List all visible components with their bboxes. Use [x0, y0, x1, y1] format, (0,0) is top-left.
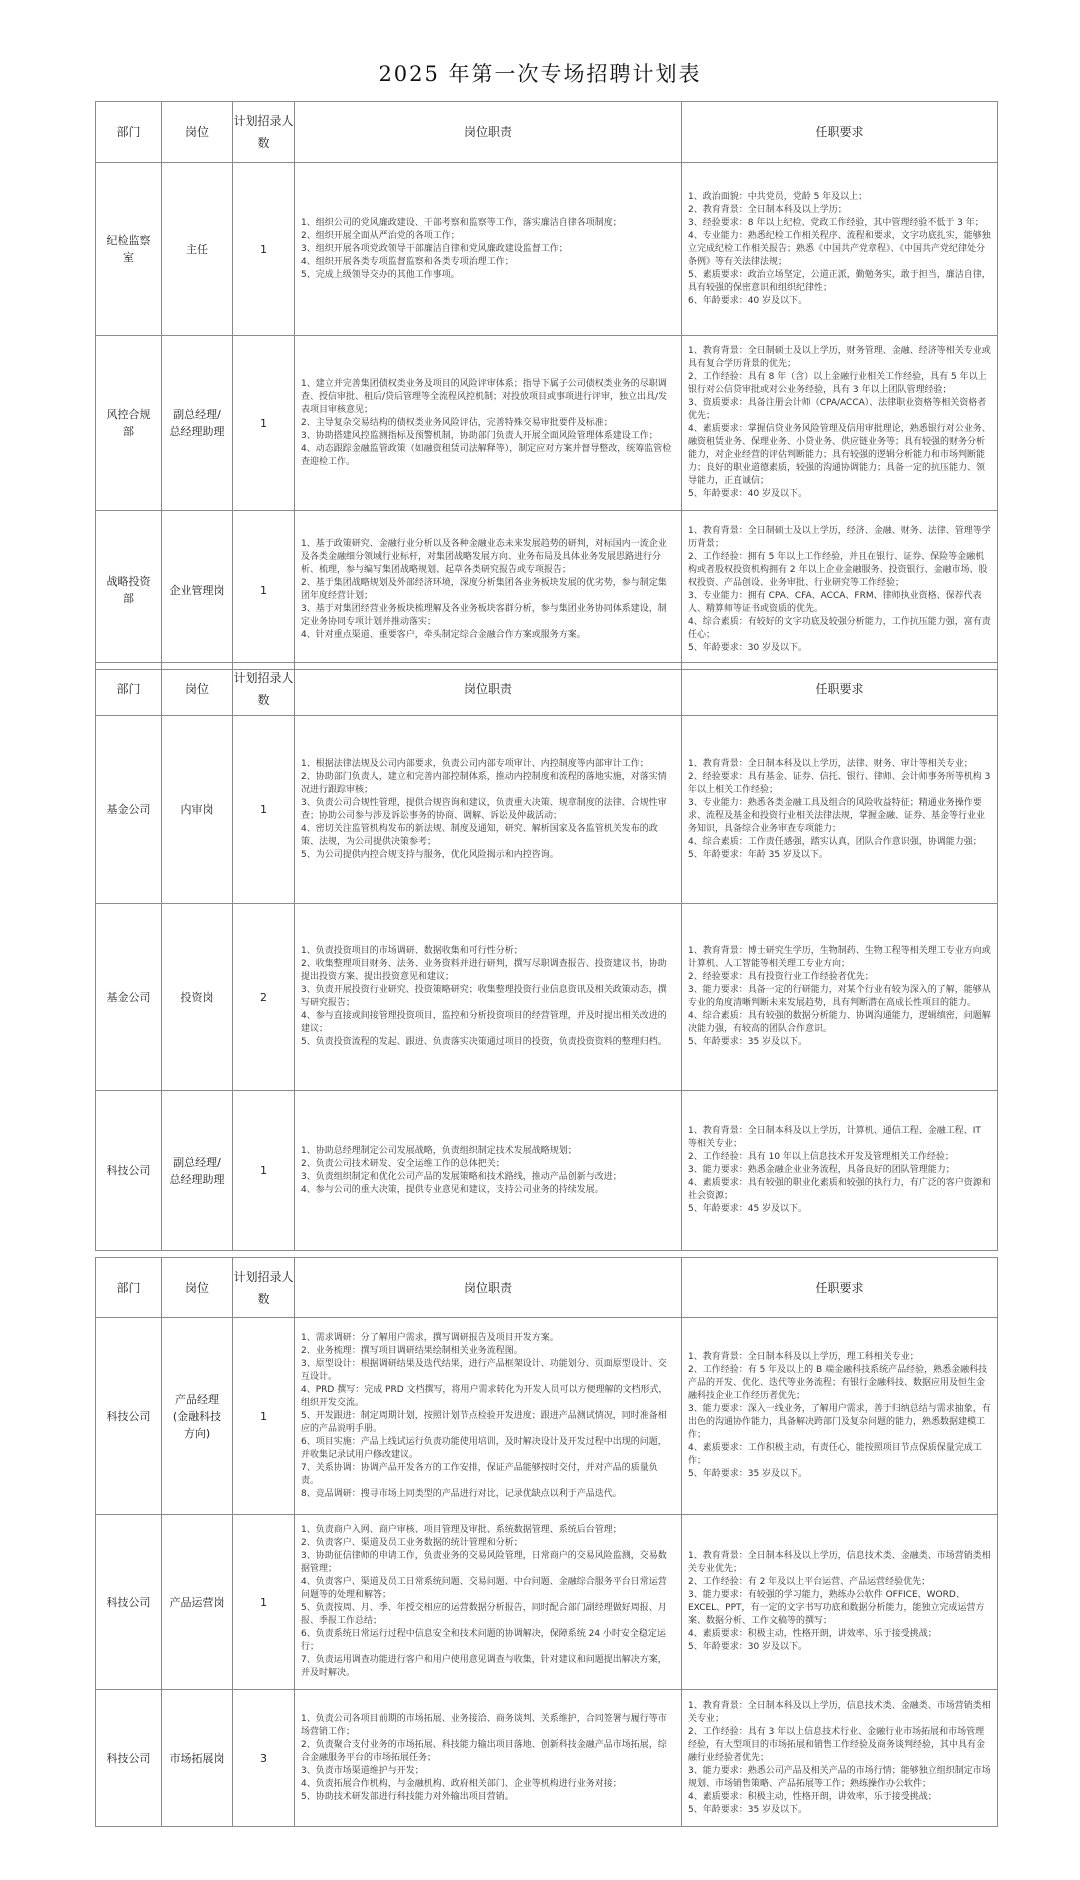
req-line: 2、工作经验：有 2 年及以上平台运营、产品运营经验优先；: [688, 1577, 931, 1587]
req-line: 1、教育背景：全日制本科及以上学历，理工科相关专业；: [688, 1352, 919, 1362]
duty-line: 2、业务梳理：撰写项目调研结果绘制相关业务流程图。: [301, 1345, 523, 1356]
req-line: 4、综合素质：工作责任感强，踏实认真，团队合作意识强，协调能力强；: [688, 836, 982, 847]
duty-line: 2、负责聚合支付业务的市场拓展、科技能力输出项目落地、创新科技金融产品市场拓展，综合金融服务平台的市场拓展任务；: [301, 1739, 667, 1763]
req-line: 4、素质要求：掌握信贷业务风险管理及信用审批理论，熟悉银行对公业务、融资租赁业务、保理业务、小贷业务、供应链业务等；具有较强的财务分析能力，对企业经营的评估判断能力；具有较强的逻辑分析能力和市场判断能力；良好的职业道德素质，较强的沟通协调能力；具备一定的抗压能力、领导能力，正直诚信；: [688, 424, 991, 486]
table-row: [96, 163, 998, 336]
dept-cell: 科技公司: [96, 1091, 162, 1251]
dept-cell: 基金公司: [96, 904, 162, 1091]
position-cell: 副总经理/总经理助理: [162, 1091, 233, 1251]
dept-cell: 基金公司: [96, 716, 162, 904]
duties-cell: [295, 1690, 682, 1827]
duty-line: 3、负责组织制定和优化公司产品的发展策略和技术路线，推动产品创新与改进；: [301, 1171, 622, 1182]
req-line: 5、素质要求：政治立场坚定，公道正派，勤勉务实，敢于担当，廉洁自律，具有较强的保密意识和组织纪律性；: [688, 269, 991, 293]
header-duties: 岗位职责: [295, 663, 682, 716]
duty-line: 5、开发跟进：制定周期计划，按照计划节点检验开发进度；跟进产品测试情况，同时准备相应的产品说明手册。: [301, 1410, 667, 1434]
recruitment-table-3: [95, 1257, 998, 1827]
req-line: 4、专业能力：熟悉纪检工作相关程序、流程和要求，文字功底扎实，能够独立完成纪检工作相关报告；熟悉《中国共产党章程》、《中国共产党纪律处分条例》等有关法律法规；: [688, 230, 991, 267]
requirements-cell: [682, 511, 998, 670]
page-title: 2025 年第一次专场招聘计划表: [378, 62, 702, 86]
duties-cell: [295, 1515, 682, 1690]
req-line: 1、教育背景：全日制硕士及以上学历，财务管理、金融、经济等相关专业或具有复合学历背景的优先；: [688, 346, 991, 369]
req-line: 3、能力要求：具备一定的行研能力，对某个行业有较为深入的了解，能够从专业的角度清晰判断未来发展趋势，具有判断潜在高成长性项目的能力。: [688, 985, 991, 1008]
duty-line: 5、协助技术研发部进行科技能力对外输出项目营销。: [301, 1791, 514, 1802]
dept-cell: 纪检监察室: [96, 163, 162, 336]
duty-line: 3、负责公司合规性管理，提供合规咨询和建议，负责重大决策、规章制度的法律、合规性审查；协助公司参与涉及诉讼事务的协商、调解、诉讼及仲裁活动；: [301, 797, 667, 821]
duties-cell: [295, 163, 682, 336]
position-cell: 副总经理/总经理助理: [162, 336, 233, 511]
req-line: 5、年龄要求：40 岁及以下。: [688, 489, 808, 499]
dept-cell: 科技公司: [96, 1318, 162, 1515]
header-position: 岗位: [162, 1258, 233, 1318]
duty-line: 2、收集整理项目财务、法务、业务资料并进行研判，撰写尽职调查报告、投资建议书，协助提出投资方案、提出投资意见和建议；: [301, 959, 667, 982]
duty-line: 1、建立并完善集团债权类业务及项目的风险评审体系；指导下属子公司债权类业务的尽职调查、授信审批、租后/贷后管理等全流程风控机制；对投放项目或事项进行评审，独立出具/发表项目审核意见；: [301, 378, 668, 415]
req-line: 2、工作经验：具有 3 年以上信息技术行业、金融行业市场拓展和市场管理经验，有大型项目的市场拓展和销售工作经验及商务谈判经验，其中具有金融行业经验者优先；: [688, 1726, 986, 1763]
duty-line: 2、协助部门负责人，建立和完善内部控制体系，推动内控制度和流程的落地实施，对落实情况进行跟踪审核；: [301, 771, 667, 795]
duty-line: 1、协助总经理制定公司发展战略，负责组织制定技术发展战略规划；: [301, 1145, 577, 1156]
table-row: [96, 511, 998, 670]
header-requirements: 任职要求: [682, 663, 998, 716]
table-row: [96, 336, 998, 511]
header-department: 部门: [96, 102, 162, 163]
req-line: 3、能力要求：有较强的学习能力，熟练办公软件 OFFICE、WORD、EXCEL、PPT，有一定的文字书写功底和数据分析能力，能独立完成运营方案、数据分析、工作文稿等的撰写；: [688, 1590, 985, 1626]
header-requirements: 任职要求: [682, 1258, 998, 1318]
requirements-cell: [682, 336, 998, 511]
position-cell: 产品运营岗: [162, 1515, 233, 1690]
duty-line: 2、组织开展全面从严治党的各项工作；: [301, 230, 460, 241]
headcount-cell: 1: [233, 163, 295, 336]
req-line: 1、教育背景：全日制本科及以上学历，计算机、通信工程、金融工程、IT 等相关专业；: [688, 1126, 981, 1149]
duties-cell: [295, 904, 682, 1091]
req-line: 4、素质要求：积极主动，性格开朗，讲效率、乐于接受挑战；: [688, 1629, 937, 1639]
duty-line: 7、负责运用调查功能进行客户和用户使用意见调查与收集，针对建议和问题提出解决方案，并及时解决。: [301, 1655, 667, 1678]
duty-line: 4、针对重点渠道、重要客户，牵头制定综合金融合作方案或服务方案。: [301, 630, 586, 640]
duty-line: 4、负责客户、渠道及员工日常系统问题、交易问题、中台问题、金融综合服务平台日常运营问题等的处理和解答；: [301, 1577, 667, 1600]
requirements-cell: [682, 716, 998, 904]
headcount-cell: 1: [233, 511, 295, 670]
duty-line: 6、负责系统日常运行过程中信息安全和技术问题的协调解决，保障系统 24 小时安全稳定运行；: [301, 1629, 666, 1652]
req-line: 2、工作经验：具有 10 年以上信息技术开发及管理相关工作经验；: [688, 1152, 954, 1162]
duty-line: 2、负责客户、渠道及员工业务数据的统计管理和分析；: [301, 1538, 523, 1548]
recruitment-table-1: [95, 101, 998, 670]
requirements-cell: [682, 163, 998, 336]
duty-line: 3、协助征信律师的申请工作，负责业务的交易风险管理，日常商户的交易风险监测，交易数据管理；: [301, 1551, 667, 1574]
req-line: 5、年龄要求：35 岁及以下。: [688, 1037, 808, 1047]
duty-line: 4、参与公司的重大决策，提供专业意见和建议，支持公司业务的持续发展。: [301, 1184, 604, 1195]
position-cell: 投资岗: [162, 904, 233, 1091]
req-line: 4、素质要求：积极主动，性格开朗，讲效率，乐于接受挑战；: [688, 1791, 937, 1802]
req-line: 2、经验要求：具有投资行业工作经验者优先；: [688, 972, 874, 982]
duty-line: 1、基于政策研究、金融行业分析以及各种金融业态未来发展趋势的研判，对标国内一流企业及各类金融细分领域行业标杆，对集团战略发展方向、业务布局及具体业务发展思路进行分析、梳理，参与编写集团战略规划、起草各类研究报告或专项报告；: [301, 539, 667, 575]
duty-line: 2、主导复杂交易结构的债权类业务风险评估，完善特殊交易审批要件及标准；: [301, 417, 613, 428]
table-row: [96, 716, 998, 904]
req-line: 4、素质要求：具有较强的职业化素质和较强的执行力，有广泛的客户资源和社会资源；: [688, 1178, 991, 1201]
duty-line: 5、为公司提供内控合规支持与服务，优化风险揭示和内控咨询。: [301, 849, 559, 860]
header-duties: 岗位职责: [295, 1258, 682, 1318]
req-line: 2、工作经验：拥有 5 年以上工作经验，并且在银行、证券、保险等金融机构或者股权投资机构拥有 2 年以上企业金融服务、投资银行、金融市场、股权投资、产品创设、业务审批、行业研究等工作经验；: [688, 552, 988, 588]
duty-line: 1、根据法律法规及公司内部要求，负责公司内部专项审计、内控制度等内部审计工作；: [301, 758, 649, 769]
table-row: [96, 1091, 998, 1251]
headcount-cell: 3: [233, 1690, 295, 1827]
headcount-cell: 1: [233, 336, 295, 511]
duties-cell: [295, 716, 682, 904]
headcount-cell: 1: [233, 1515, 295, 1690]
req-line: 3、资质要求：具备注册会计师（CPA/ACCA）、法律职业资格等相关资格者优先；: [688, 398, 987, 421]
req-line: 1、政治面貌：中共党员，党龄 5 年及以上；: [688, 191, 868, 202]
req-line: 4、素质要求：工作积极主动，有责任心，能按照项目节点保质保量完成工作；: [688, 1443, 982, 1466]
req-line: 5、年龄要求：30 岁及以下。: [688, 643, 808, 653]
dept-cell: 战略投资部: [96, 511, 162, 670]
position-cell: 内审岗: [162, 716, 233, 904]
duty-line: 1、负责投资项目的市场调研、数据收集和可行性分析；: [301, 946, 523, 956]
header-headcount: 计划招录人数: [233, 1258, 295, 1318]
req-line: 6、年龄要求：40 岁及以下。: [688, 295, 808, 306]
headcount-cell: 1: [233, 716, 295, 904]
duty-line: 1、负责商户入网、商户审核、项目管理及审批、系统数据管理、系统后台管理；: [301, 1525, 622, 1535]
req-line: 2、教育背景：全日制本科及以上学历；: [688, 204, 847, 215]
req-line: 5、年龄要求：45 岁及以下。: [688, 1204, 808, 1214]
duty-line: 3、基于对集团经营业务板块梳理解及各业务板块客群分析，参与集团业务协同体系建设，制定业务协同专项计划并推动落实；: [301, 604, 667, 627]
duty-line: 3、负责开展投资行业研究、投资策略研究；收集整理投资行业信息资讯及相关政策动态，撰写研究报告；: [301, 985, 667, 1008]
header-headcount: 计划招录人数: [233, 102, 295, 163]
position-cell: 主任: [162, 163, 233, 336]
duty-line: 1、需求调研：分了解用户需求，撰写调研报告及项目开发方案。: [301, 1332, 559, 1343]
table-row: [96, 904, 998, 1091]
duty-line: 4、密切关注监管机构发布的新法规、制度及通知，研究、解析国家及各监管机关发布的政策、法规，为公司提供决策参考；: [301, 823, 658, 847]
duty-line: 4、PRD 撰写：完成 PRD 文档撰写，将用户需求转化为开发人员可以方便理解的文档形式，组织开发交流。: [301, 1384, 668, 1408]
requirements-cell: [682, 1091, 998, 1251]
duty-line: 3、原型设计：根据调研结果及迭代结果，进行产品框架设计、功能划分、页面原型设计、交互设计。: [301, 1358, 667, 1382]
req-line: 1、教育背景：全日制本科及以上学历，法律、财务、审计等相关专业；: [688, 758, 973, 769]
header-requirements: 任职要求: [682, 102, 998, 163]
req-line: 4、综合素质：有较好的文字功底及较强分析能力，工作抗压能力强，富有责任心；: [688, 617, 991, 640]
requirements-cell: [682, 1690, 998, 1827]
req-line: 5、年龄要求：30 岁及以下。: [688, 1642, 808, 1652]
duty-line: 4、负责拓展合作机构，与金融机构、政府相关部门、企业等机构进行业务对接；: [301, 1778, 622, 1789]
req-line: 1、教育背景：博士研究生学历，生物制药、生物工程等相关理工专业方向或计算机、人工智能等相关理工专业方向；: [688, 946, 991, 969]
table-row: [96, 1515, 998, 1690]
position-cell: 产品经理(金融科技方向): [162, 1318, 233, 1515]
table-row: [96, 1318, 998, 1515]
duties-cell: [295, 1318, 682, 1515]
duty-line: 2、基于集团战略规划及外部经济环境，深度分析集团各业务板块发展的优劣势，参与制定集团年度经营计划；: [301, 578, 667, 601]
duty-line: 8、竞品调研：搜寻市场上同类型的产品进行对比，记录优缺点以利于产品迭代。: [301, 1488, 622, 1499]
duty-line: 5、完成上级领导交办的其他工作事项。: [301, 269, 460, 280]
header-duties: 岗位职责: [295, 102, 682, 163]
req-line: 2、工作经验：具有 8 年（含）以上金融行业相关工作经验，具有 5 年以上银行对公信贷审批或对公业务经验，具有 3 年以上团队管理经验；: [688, 372, 987, 395]
header-position: 岗位: [162, 102, 233, 163]
req-line: 5、年龄要求：35 岁及以下。: [688, 1804, 808, 1815]
duty-line: 4、动态跟踪金融监管政策（如融资租赁司法解释等），制定应对方案并督导整改，统筹监管检查迎检工作。: [301, 443, 672, 467]
table-header-row: [96, 102, 998, 163]
duty-line: 5、负责投资流程的发起、跟进、负责落实决策通过项目的投资，负责投资资料的整理归档。: [301, 1037, 667, 1047]
duty-line: 3、组织开展各项党政领导干部廉洁自律和党风廉政建设监督工作；: [301, 243, 568, 254]
req-line: 3、专业能力：拥有 CPA、CFA、ACCA、FRM、律师执业资格、保荐代表人、精算师等证书或资质的优先。: [688, 591, 982, 614]
headcount-cell: 1: [233, 1091, 295, 1251]
header-department: 部门: [96, 1258, 162, 1318]
req-line: 5、年龄要求：年龄 35 岁及以下。: [688, 849, 828, 860]
duties-cell: [295, 511, 682, 670]
req-line: 3、能力要求：深入一线业务，了解用户需求，善于归纳总结与需求抽象，有出色的沟通协作能力，具备解决跨部门及复杂问题的能力，熟悉数据建模工作；: [688, 1404, 991, 1440]
duty-line: 1、组织公司的党风廉政建设、干部考察和监察等工作，落实廉洁自律各项制度；: [301, 217, 622, 228]
position-cell: 市场拓展岗: [162, 1690, 233, 1827]
req-line: 3、专业能力：熟悉各类金融工具及组合的风险收益特征；精通业务操作要求、流程及基金和投资行业相关法律法规，掌握金融、证券、基金等行业业务知识，具备综合业务审查专项能力；: [688, 797, 986, 834]
header-headcount: 计划招录人数: [233, 663, 295, 716]
dept-cell: 科技公司: [96, 1690, 162, 1827]
duty-line: 4、参与直接或间接管理投资项目，监控和分析投资项目的经营管理，并及时提出相关改进的建议；: [301, 1011, 667, 1034]
req-line: 1、教育背景：全日制本科及以上学历，信息技术类、金融类、市场营销类相关专业；: [688, 1700, 991, 1724]
requirements-cell: [682, 904, 998, 1091]
duty-line: 2、负责公司技术研发、安全运维工作的总体把关；: [301, 1158, 505, 1169]
duty-line: 4、组织开展各类专项监督监察和各类专项治理工作；: [301, 256, 514, 267]
requirements-cell: [682, 1515, 998, 1690]
recruitment-table-2: [95, 662, 998, 1251]
req-line: 2、工作经验：有 5 年及以上的 B 端金融科技系统产品经验，熟悉金融科技产品的开发、优化、迭代等业务流程；有银行金融科技、数据应用及恒生金融科技企业工作经历者优先；: [688, 1365, 988, 1401]
dept-cell: 科技公司: [96, 1515, 162, 1690]
req-line: 2、经验要求：具有基金、证券、信托、银行、律师、会计师事务所等机构 3 年以上相关工作经验；: [688, 771, 991, 795]
table-header-row: [96, 663, 998, 716]
position-cell: 企业管理岗: [162, 511, 233, 670]
duty-line: 1、负责公司各项目前期的市场拓展、业务接洽、商务谈判、关系维护，合同签署与履行等市场营销工作；: [301, 1713, 667, 1737]
duty-line: 3、协助搭建风控监测指标及预警机制，协助部门负责人开展全面风险管理体系建设工作；: [301, 430, 658, 441]
duty-line: 3、负责市场渠道维护与开发；: [301, 1765, 424, 1776]
duty-line: 6、项目实施：产品上线试运行负责功能使用培训，及时解决设计及开发过程中出现的问题，并收集记录试用户修改建议。: [301, 1436, 667, 1460]
headcount-cell: 2: [233, 904, 295, 1091]
requirements-cell: [682, 1318, 998, 1515]
req-line: 3、能力要求：熟悉公司产品及相关产品的市场行情；能够独立组织制定市场规划、市场销售策略、产品拓展等工作；熟练操作办公软件；: [688, 1765, 991, 1789]
dept-cell: 风控合规部: [96, 336, 162, 511]
duties-cell: [295, 1091, 682, 1251]
duty-line: 7、关系协调：协调产品开发各方的工作安排，保证产品能够按时交付，并对产品的质量负责。: [301, 1462, 658, 1486]
headcount-cell: 1: [233, 1318, 295, 1515]
req-line: 3、经验要求：8 年以上纪检、党政工作经验，其中管理经验不低于 3 年；: [688, 217, 984, 228]
req-line: 1、教育背景：全日制本科及以上学历，信息技术类、金融类、市场营销类相关专业优先；: [688, 1551, 991, 1574]
req-line: 1、教育背景：全日制硕士及以上学历，经济、金融、财务、法律、管理等学历背景；: [688, 526, 991, 549]
duty-line: 5、负责按周、月、季、年授交相应的运营数据分析报告，同时配合部门副经理做好周报、月报、季报工作总结；: [301, 1603, 667, 1626]
table-header-row: [96, 1258, 998, 1318]
req-line: 4、综合素质：具有较强的数据分析能力、协调沟通能力，逻辑缜密，问题解决能力强，有较高的团队合作意识。: [688, 1011, 991, 1034]
req-line: 3、能力要求：熟悉金融企业业务流程，具备良好的团队管理能力；: [688, 1165, 955, 1175]
table-row: [96, 1690, 998, 1827]
req-line: 5、年龄要求：35 岁及以下。: [688, 1469, 808, 1479]
header-position: 岗位: [162, 663, 233, 716]
duties-cell: [295, 336, 682, 511]
header-department: 部门: [96, 663, 162, 716]
